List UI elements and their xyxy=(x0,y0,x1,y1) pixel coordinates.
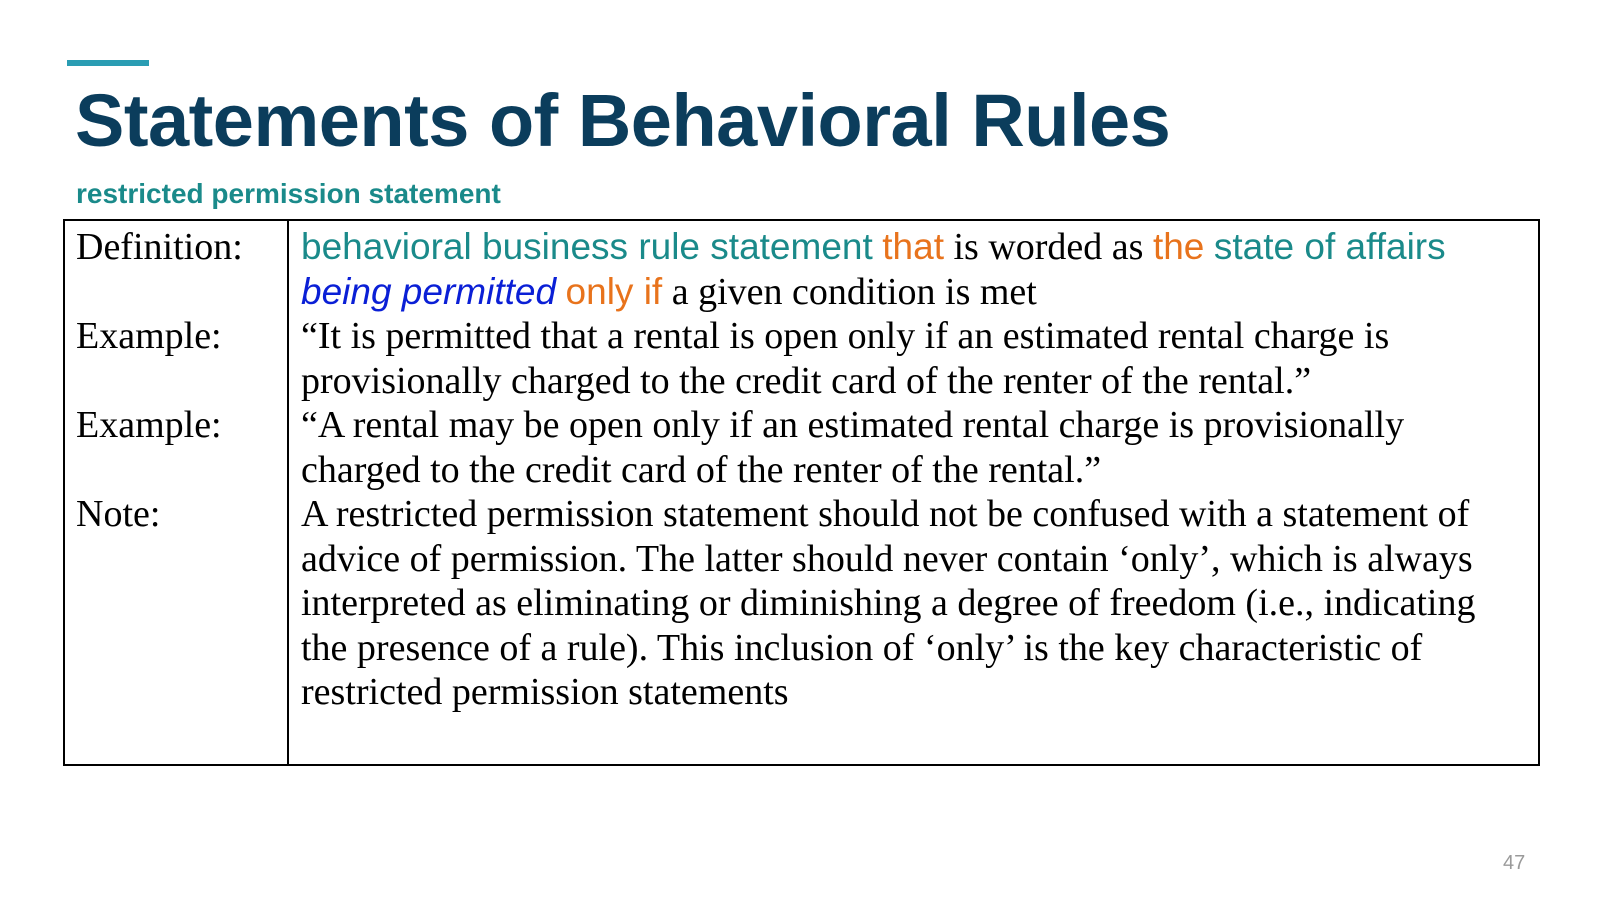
content-column xyxy=(289,221,1538,764)
page-number: 47 xyxy=(1503,852,1526,874)
keyword-only-if: only if xyxy=(565,270,663,312)
definition-text xyxy=(301,225,1528,314)
definition-connector: is worded as xyxy=(953,226,1144,268)
term-state-of-affairs: state of affairs xyxy=(1213,226,1446,267)
title-accent-bar xyxy=(67,60,149,66)
example-label: Example: xyxy=(76,315,222,357)
term-behavioral-business-rule-statement: behavioral business rule statement xyxy=(301,226,873,267)
example-text: “It is permitted that a rental is open only if an estimated rental charge is provisionally charged to the credit card of the renter of the rental.” xyxy=(301,315,1390,402)
label-column xyxy=(65,221,289,764)
keyword-that: that xyxy=(882,226,944,267)
note-text: A restricted permission statement should not be confused with a statement of advice of permission. The latter should never contain ‘only’, which is always interpreted as eliminating or diminishing a degree of freedom (i.e., indicating the presence of a rule). This inclusion of ‘only’ is the key characteristic of restricted permission statements xyxy=(301,493,1476,713)
example-text: “A rental may be open only if an estimated rental charge is provisionally charged to the credit card of the renter of the rental.” xyxy=(301,404,1405,491)
keyword-the: the xyxy=(1152,226,1205,267)
definition-label: Definition: xyxy=(76,226,243,268)
definition-table xyxy=(63,219,1540,766)
note-label: Note: xyxy=(76,493,161,535)
example-label: Example: xyxy=(76,404,222,446)
definition-condition: a given condition is met xyxy=(671,270,1037,313)
verb-being-permitted: being permitted xyxy=(301,270,557,312)
slide-title: Statements of Behavioral Rules xyxy=(75,79,1171,162)
slide-subtitle: restricted permission statement xyxy=(76,178,501,209)
